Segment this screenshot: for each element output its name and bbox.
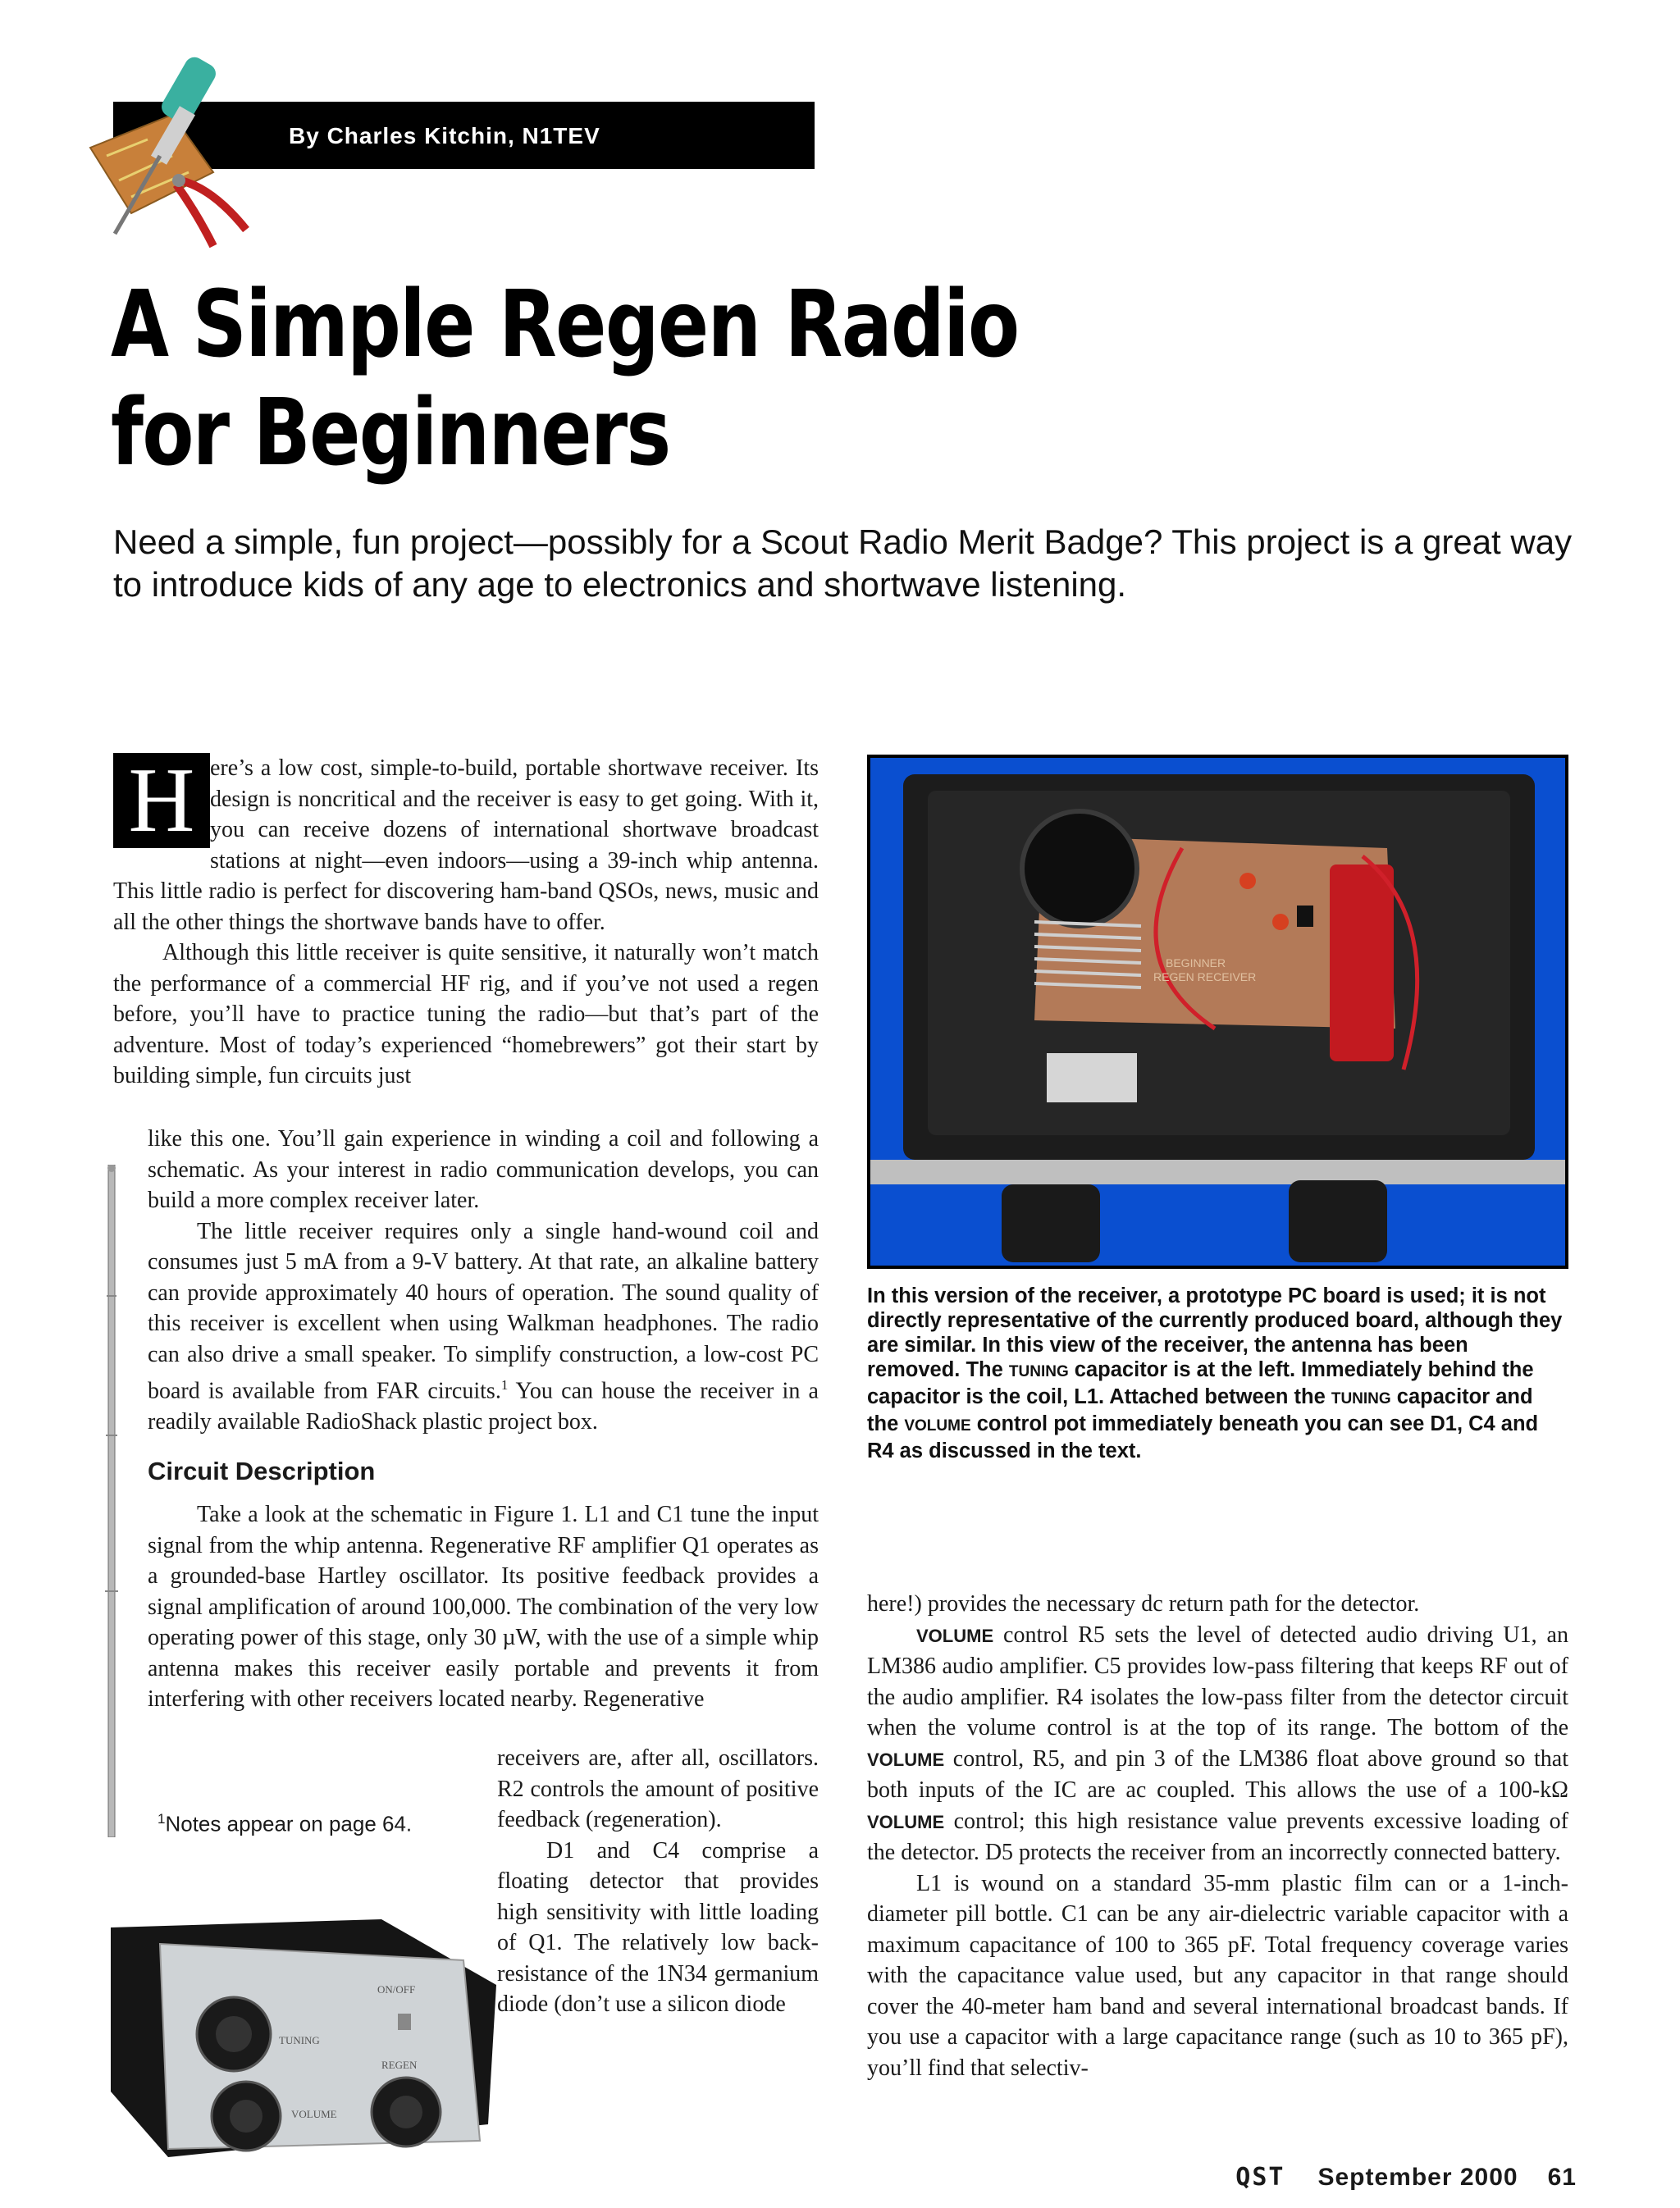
caption-text-c: capacitor and the [867,1385,1533,1435]
footer-date: September 2000 [1317,2164,1518,2191]
paragraph-2b: like this one. You’ll gain experience in winding a coil and following a schematic. As your interest in radio communication develops, you can build a more complex receiver later. [148,1126,819,1213]
label-tuning: TUNING [279,2034,320,2046]
paragraph-c2-3: L1 is wound on a standard 35-mm plastic film can or a 1-inch-diameter pill bottle. C1 can be any air-dielectric variable capacitor with a maximum capacitance of 100 to 365 pF. Total frequency coverage varies with the capacitance value used, but any capacitor in that range should cover the 40-meter ham band and several international broadcast bands. If you use a capacitor with a large capacitance range (such as 10 to 365 pF), you’ll find that selectiv- [867,1870,1568,2081]
keyword-volume-2: VOLUME [867,1749,945,1770]
paragraph-intro: ere’s a low cost, simple-to-build, portable shortwave receiver. Its design is noncritical and the receiver is easy to get going. With it, you can receive dozens of international shortwave broadcast stations at night—even indoors—using a 39-inch whip antenna. This little radio is perfect for discovering ham-band QSOs, news, music and all the other things the shortwave bands have to offer. [113,755,819,935]
paragraph-c2-2b: control, R5, and pin 3 of the LM386 float above ground so that both inputs of the IC are ac coupled. This allows the use of a 100-kΩ [867,1745,1568,1803]
label-regen: REGEN [381,2059,418,2071]
byline: By Charles Kitchin, N1TEV [289,123,600,148]
photo-caption [867,1284,1564,1463]
receiver-interior-illustration [870,758,1565,1266]
footnote-text: Notes appear on page 64. [165,1811,413,1836]
page-number: 61 [1547,2164,1577,2191]
keyword-volume-3: VOLUME [867,1811,945,1832]
paragraph-2a: Although this little receiver is quite sensitive, it naturally won’t match the performance of a commercial HF rig, and if you’ve not used a regen before, you’ll have to practice tuning the radio—but that’s part of the adventure. Most of today’s experienced “homebrewers” got their start by building simple, fun circuits just [113,940,819,1088]
caption-text-a: In this version of the receiver, a prototype PC board is used; it is not directly representative of the currently produced board, although they are similar. In this view of the receiver, the antenna has been removed. The [867,1284,1563,1381]
drop-cap: H [113,753,210,848]
soldering-tools-icon [82,49,262,254]
paragraph-3 [148,1216,819,1438]
receiver-interior-photo [867,755,1568,1269]
radio-front-photo [103,1796,496,2157]
paragraph-c2-2c: control; this high resistance value prevents excessive loading of the detector. D5 protects the receiver from an incorrectly connected battery. [867,1808,1568,1865]
label-onoff: ON/OFF [377,1983,416,1996]
caption-keyword-volume: VOLUME [904,1417,971,1435]
keyword-volume-1: VOLUME [916,1625,994,1646]
caption-text-b: capacitor is at the left. Immediately behind the capacitor is the coil, L1. Attached between the [867,1358,1534,1408]
paragraph-3-end: You can house the receiver in a readily available RadioShack plastic project box. [148,1378,819,1435]
caption-keyword-tuning: TUNING [1008,1363,1069,1380]
column-1-lower [497,1743,819,2020]
caption-keyword-tuning-2: TUNING [1331,1390,1391,1407]
page-footer [1235,2163,1577,2192]
paragraph-3-text: The little receiver requires only a single hand-wound coil and consumes just 5 mA from a 9-V battery. At that rate, an alkaline battery can provide approximately 40 hours of operation. The sound quality of this receiver is excellent when using Walkman headphones. The radio can also drive a small speaker. To simplify construction, a low-cost PC board is available from FAR circuits. [148,1218,819,1404]
paragraph-4a: Take a look at the schematic in Figure 1. L1 and C1 tune the input signal from the whip antenna. Regenerative RF amplifier Q1 operates as a grounded-base Hartley oscillator. Its positive feedback provides a signal amplification of around 100,000. The combination of the very low operating power of this stage, only 30 µW, with the use of a simple whip antenna makes this receiver easily portable and prevents it from interfering with other receivers located nearby. Regenerative [148,1502,819,1713]
deck-subtitle: Need a simple, fun project—possibly for a Scout Radio Merit Badge? This project is a great way to introduce kids of any age to electronics and shortwave listening. [113,522,1573,604]
title-line-2: for Beginners [111,380,670,486]
pcb-label-1: BEGINNER [1166,956,1226,969]
column-1-mid [148,1124,819,1715]
page-title [111,271,1052,487]
paragraph-c2-2a: control R5 sets the level of detected audio driving U1, an LM386 audio amplifier. C5 provides low-pass filtering that keeps RF out of the audio amplifier. R4 isolates the low-pass filter from the detector circuit when the volume control is at the top of its range. The bottom of the [867,1622,1568,1740]
section-heading: Circuit Description [148,1457,376,1486]
caption-text-d: control pot immediately beneath you can see D1, C4 and R4 as discussed in the text. [867,1412,1539,1462]
column-1-upper [113,750,819,1092]
paragraph-c2-1: here!) provides the necessary dc return path for the detector. [867,1591,1420,1617]
pcb-label-2: REGEN RECEIVER [1153,970,1257,983]
label-volume: VOLUME [291,2108,337,2120]
paragraph-5: D1 and C4 comprise a floating detector that provides high sensitivity with little loading of Q1. The relatively low back-resistance of the 1N34 germanium diode (don’t use a silicon diode [497,1837,819,2017]
paragraph-4b: receivers are, after all, oscillators. R2 controls the amount of positive feedback (regeneration). [497,1745,819,1832]
whip-antenna-image [97,1165,130,1837]
footnote-number: 1 [158,1811,166,1827]
title-line-1: A Simple Regen Radio [111,271,1019,378]
paragraph-c2-2 [867,1620,1568,1868]
qst-logo: QST [1235,2163,1285,2192]
footnote-ref: 1 [500,1377,509,1393]
column-2 [867,1589,1568,2083]
